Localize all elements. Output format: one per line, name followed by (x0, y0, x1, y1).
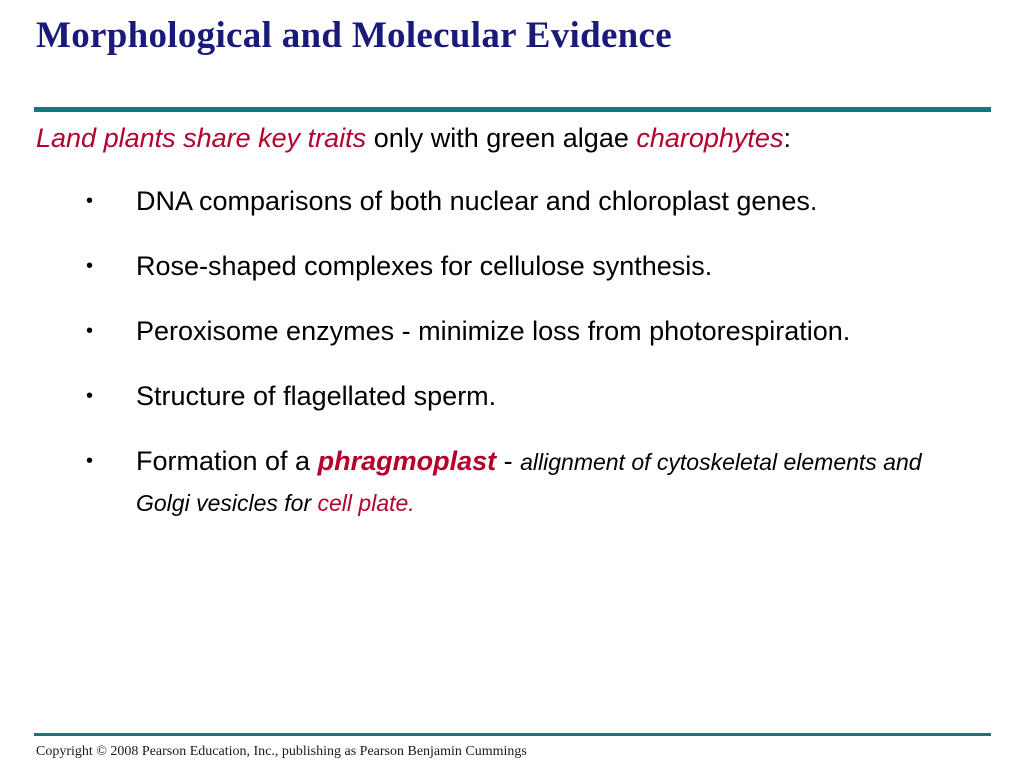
bullet-text-part: - (496, 446, 521, 476)
slide-title: Morphological and Molecular Evidence (36, 15, 673, 56)
list-item (36, 311, 966, 351)
bullet-marker: • (86, 385, 94, 407)
intro-paragraph (36, 118, 966, 158)
phragmoplast-term: phragmoplast (317, 446, 497, 476)
list-item (36, 246, 966, 286)
bullet-marker: • (86, 190, 94, 212)
bullet-text-part: Formation of a (136, 446, 318, 476)
slide-body (36, 118, 966, 523)
bullet-text: Peroxisome enzymes - minimize loss from photorespiration. (136, 316, 851, 346)
bullet-text: Rose-shaped complexes for cellulose synthesis. (136, 251, 713, 281)
bullet-text: Structure of flagellated sperm. (136, 381, 497, 411)
list-item (36, 181, 966, 221)
intro-charophytes: charophytes (636, 123, 784, 153)
bullet-marker: • (86, 255, 94, 277)
bullet-text: DNA comparisons of both nuclear and chloroplast genes. (136, 186, 818, 216)
cell-plate-term: cell plate. (317, 490, 415, 516)
bullet-marker: • (86, 320, 94, 342)
definition-text: allignment of cytoskeletal elements and Golgi vesicles for (136, 449, 922, 516)
copyright-footer: Copyright © 2008 Pearson Education, Inc., publishing as Pearson Benjamin Cummings (36, 744, 527, 759)
bullet-list (36, 181, 966, 523)
intro-text: only with green algae (366, 123, 637, 153)
title-divider (34, 107, 991, 112)
list-item (36, 376, 966, 416)
intro-highlight: Land plants share key traits (36, 123, 367, 153)
bullet-marker: • (86, 450, 94, 472)
list-item (36, 441, 966, 523)
intro-colon: : (783, 123, 791, 153)
footer-divider (34, 733, 991, 736)
